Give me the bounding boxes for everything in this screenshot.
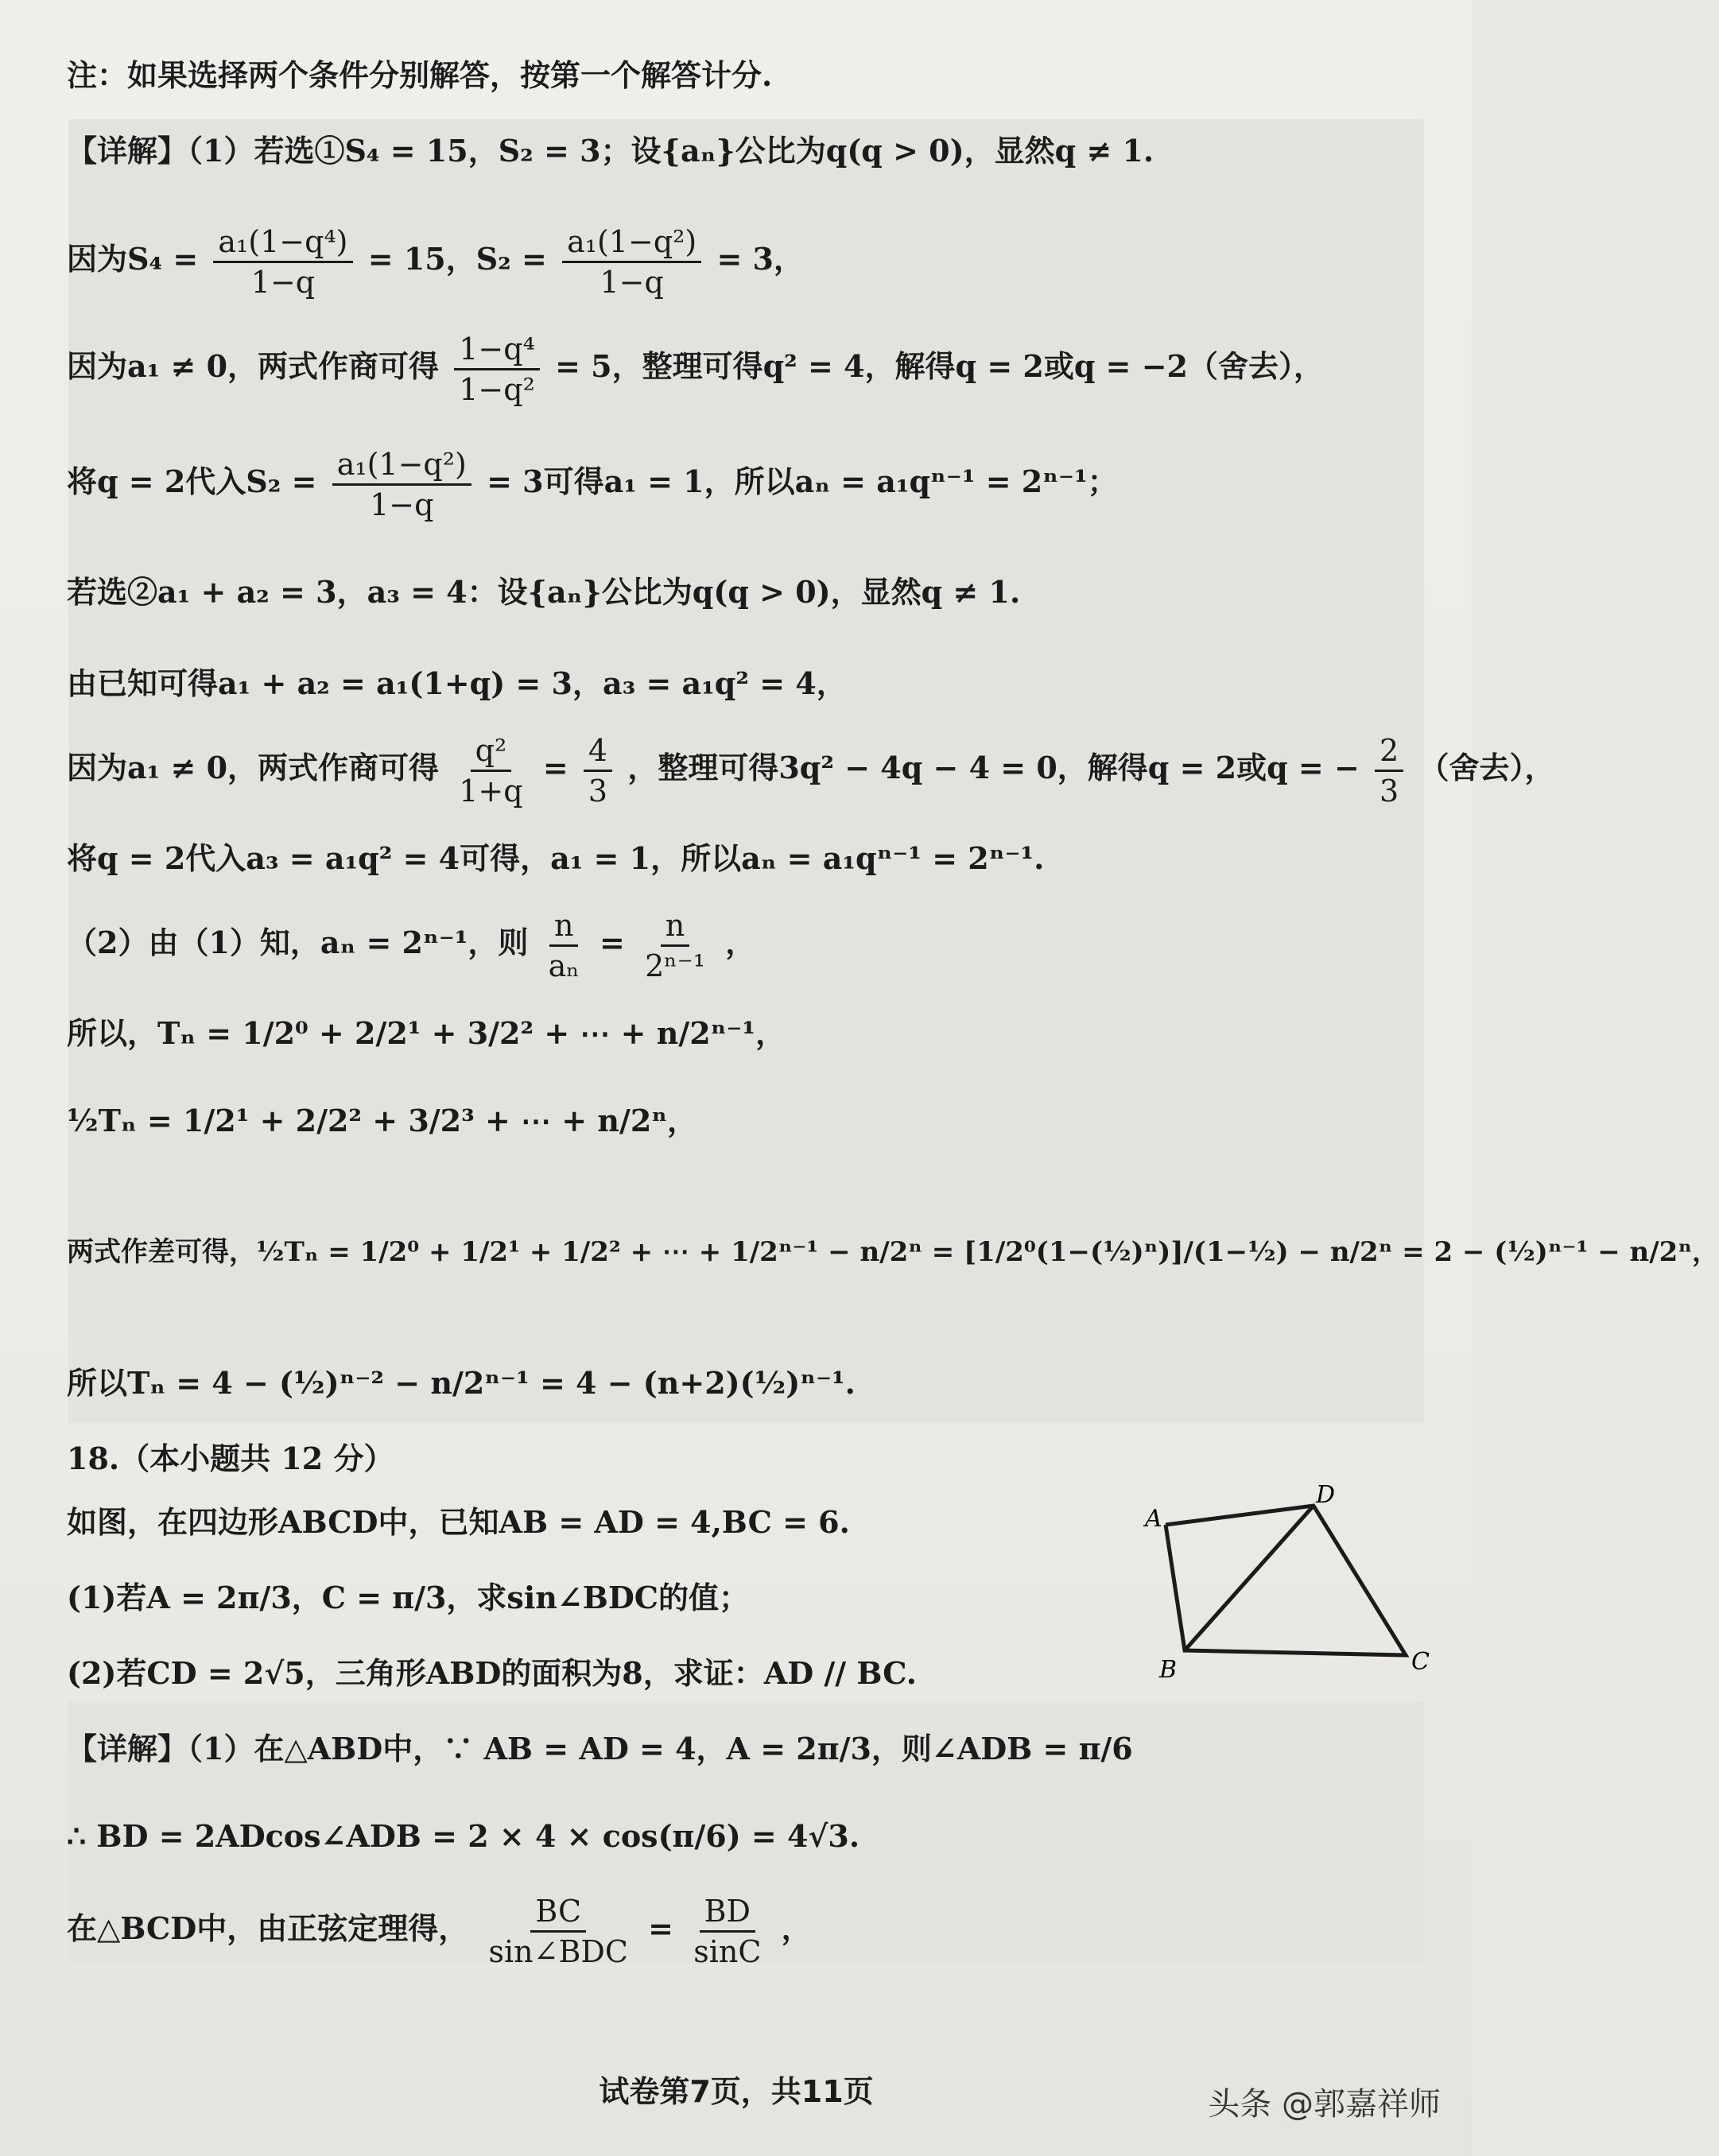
- fraction-q2: $\frac{\text{q²}}{1+q}$: [459, 733, 523, 808]
- fraction-quotient: $\frac{\text{1−q⁴}}{\text{1−q²}}$: [454, 330, 540, 409]
- detail1-line10: 所以，Tₙ = 1/2⁰ + 2/2¹ + 3/2² + ⋯ + n/2ⁿ⁻¹，: [67, 1015, 786, 1051]
- label-a: A: [1145, 1505, 1162, 1533]
- fraction-bc: $\frac{BC}{\text{sin∠BDC}}$: [488, 1894, 628, 1969]
- fraction-s2: $\frac{\text{a₁(1−q²)}}{1-q}$: [562, 223, 701, 301]
- detail1-line2: 因为S₄ = $\frac{\text{a₁(1−q⁴)}}{1-q}$ = 15，S₂ = $\frac{\text{a₁(1−q²)}}{1-q}$ = 3，: [67, 224, 804, 300]
- q18-line2: (1)若A = 2π/3，C = π/3，求sin∠BDC的值；: [67, 1580, 750, 1615]
- fraction-s2-sub: $\frac{\text{a₁(1−q²)}}{1-q}$: [332, 445, 471, 524]
- fraction-s4: $\frac{\text{a₁(1−q⁴)}}{1-q}$: [213, 223, 352, 301]
- label-b: B: [1159, 1656, 1178, 1684]
- detail2-line2: ∴ BD = 2ADcos∠ADB = 2 × 4 × cos(π/6) = 4√3.: [67, 1818, 860, 1854]
- detail1-line12: 两式作差可得，½Tₙ = 1/2⁰ + 1/2¹ + 1/2² + ⋯ + 1/2ⁿ⁻¹ − n/2ⁿ = [1/2⁰(1−(½)ⁿ)]/(1−½) − n/2ⁿ = 2 − (½)ⁿ⁻¹ − n/2ⁿ，: [67, 1236, 1719, 1268]
- q18-title: 18.（本小题共 12 分）: [67, 1441, 394, 1476]
- detail1-line13: 所以Tₙ = 4 − (½)ⁿ⁻² − n/2ⁿ⁻¹ = 4 − (n+2)(½)ⁿ⁻¹.: [67, 1365, 856, 1401]
- label-d: D: [1316, 1481, 1336, 1509]
- fraction-n-an: $\frac{n}{\text{aₙ}}$: [548, 908, 580, 983]
- label-c: C: [1411, 1648, 1430, 1676]
- detail1-line6: 由已知可得a₁ + a₂ = a₁(1+q) = 3，a₃ = a₁q² = 4，: [67, 665, 847, 701]
- fraction-4-3: $\frac{4}{3}$: [584, 731, 612, 810]
- fraction-2-3: $\frac{2}{3}$: [1375, 731, 1403, 810]
- detail1-line7: 因为a₁ ≠ 0，两式作商可得 $\frac{\text{q²}}{1+q}$ = $\frac{4}{3}$ ，整理可得3q² − 4q − 4 = 0，解得q = 2或q = − $\frac{2}{3}$ （舍去），: [67, 733, 1555, 808]
- detail2-line3: 在△BCD中，由正弦定理得， $\frac{BC}{\text{sin∠BDC}}$ = $\frac{BD}{\sin C}$ ，: [67, 1894, 812, 1969]
- q18-line1: 如图，在四边形ABCD中，已知AB = AD = 4,BC = 6.: [67, 1504, 850, 1540]
- diagonal-bd: [1185, 1506, 1314, 1650]
- fraction-n-2n: $\frac{n}{\text{2ⁿ⁻¹}}$: [645, 908, 705, 983]
- detail1-line5: 若选②a₁ + a₂ = 3，a₃ = 4：设{aₙ}公比为q(q > 0)，显然q ≠ 1.: [67, 574, 1021, 610]
- detail1-line1: 【详解】（1）若选①S₄ = 15，S₂ = 3；设{aₙ}公比为q(q > 0)，显然q ≠ 1.: [67, 133, 1154, 169]
- quadrilateral-figure: [1137, 1479, 1439, 1693]
- detail1-line8: 将q = 2代入a₃ = a₁q² = 4可得，a₁ = 1，所以aₙ = a₁qⁿ⁻¹ = 2ⁿ⁻¹.: [67, 840, 1045, 876]
- detail1-line4: 将q = 2代入S₂ = $\frac{\text{a₁(1−q²)}}{1-q}$ = 3可得a₁ = 1，所以aₙ = a₁qⁿ⁻¹ = 2ⁿ⁻¹；: [67, 447, 1118, 522]
- detail1-line9: （2）由（1）知，aₙ = 2ⁿ⁻¹，则 $\frac{n}{\text{aₙ}}$ = $\frac{n}{\text{2ⁿ⁻¹}}$ ，: [67, 908, 756, 983]
- detail2-line1: 【详解】（1）在△ABD中，∵ AB = AD = 4，A = 2π/3，则∠ADB = π/6: [67, 1731, 1133, 1766]
- watermark: 头条 @郭嘉祥师: [1208, 2086, 1441, 2123]
- fraction-bd: $\frac{BD}{\sin C}$: [693, 1894, 762, 1969]
- note-line: 注：如果选择两个条件分别解答，按第一个解答计分.: [67, 57, 773, 93]
- page-footer: 试卷第7页，共11页: [599, 2074, 874, 2109]
- detail1-line3: 因为a₁ ≠ 0，两式作商可得 $\frac{\text{1−q⁴}}{\text{1−q²}}$ = 5，整理可得q² = 4，解得q = 2或q = −2（舍去），: [67, 332, 1324, 407]
- q18-line3: (2)若CD = 2√5，三角形ABD的面积为8，求证：AD // BC.: [67, 1655, 918, 1691]
- detail1-line11: ½Tₙ = 1/2¹ + 2/2² + 3/2³ + ⋯ + n/2ⁿ，: [67, 1103, 698, 1138]
